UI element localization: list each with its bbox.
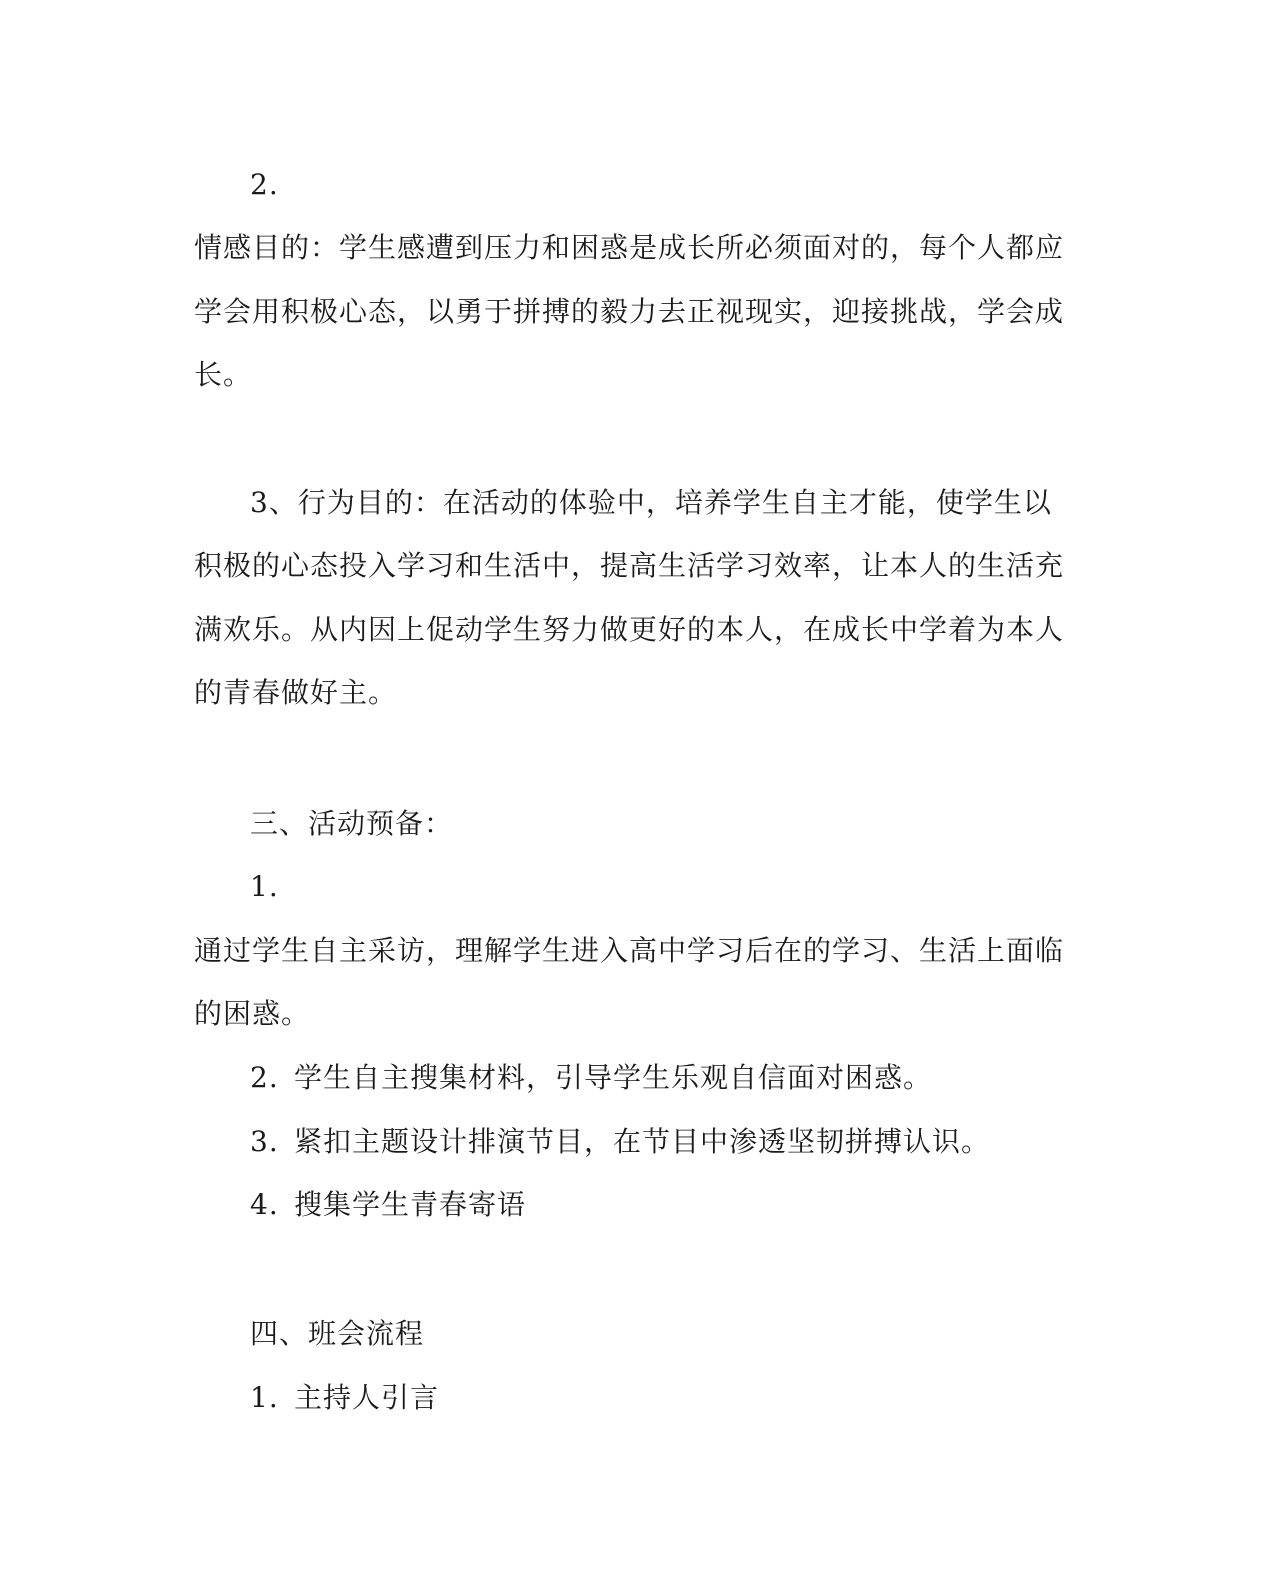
prep-item-3-num: 3. (250, 1125, 279, 1158)
emotion-goal-line-1: 情感目的：学生感遭到压力和困惑是成长所必须面对的，每个人都应 (194, 231, 1065, 264)
prep-item-3 (250, 1124, 1130, 1160)
behavior-goal-line-4: 的青春做好主。 (194, 676, 398, 709)
prep-item-4-num: 4. (250, 1188, 279, 1221)
behavior-goal-line-3: 满欢乐。从内因上促动学生努力做更好的本人，在成长中学着为本人 (194, 613, 1065, 646)
prep-item-3-text: 紧扣主题设计排演节目，在节目中渗透坚韧拼搏认识。 (294, 1125, 991, 1158)
prep-item-2 (250, 1060, 1130, 1096)
prep-item-1-label: 1. (250, 870, 279, 903)
prep-item-2-num: 2. (250, 1061, 279, 1094)
behavior-goal-line-1: 3、行为目的：在活动的体验中，培养学生自主才能，使学生以 (250, 486, 1052, 519)
prep-item-4-text: 搜集学生青春寄语 (294, 1188, 527, 1221)
flow-heading: 四、班会流程 (250, 1317, 425, 1350)
flow-item-1-num: 1. (250, 1381, 279, 1414)
item-2-label: 2. (250, 168, 279, 201)
prep-heading: 三、活动预备： (250, 807, 454, 840)
emotion-goal-line-2: 学会用积极心态，以勇于拼搏的毅力去正视现实，迎接挑战，学会成 (194, 295, 1065, 328)
flow-item-1 (250, 1380, 1130, 1416)
prep-item-2-text: 学生自主搜集材料，引导学生乐观自信面对困惑。 (294, 1061, 933, 1094)
prep-item-4 (250, 1187, 1130, 1223)
emotion-goal-line-3: 长。 (194, 358, 253, 391)
behavior-goal-line-2: 积极的心态投入学习和生活中，提高生活学习效率，让本人的生活充 (194, 549, 1065, 582)
flow-item-1-text: 主持人引言 (294, 1381, 440, 1414)
prep-item-1-line-2: 的困惑。 (194, 997, 311, 1030)
prep-item-1-line-1: 通过学生自主采访，理解学生进入高中学习后在的学习、生活上面临 (194, 934, 1065, 967)
